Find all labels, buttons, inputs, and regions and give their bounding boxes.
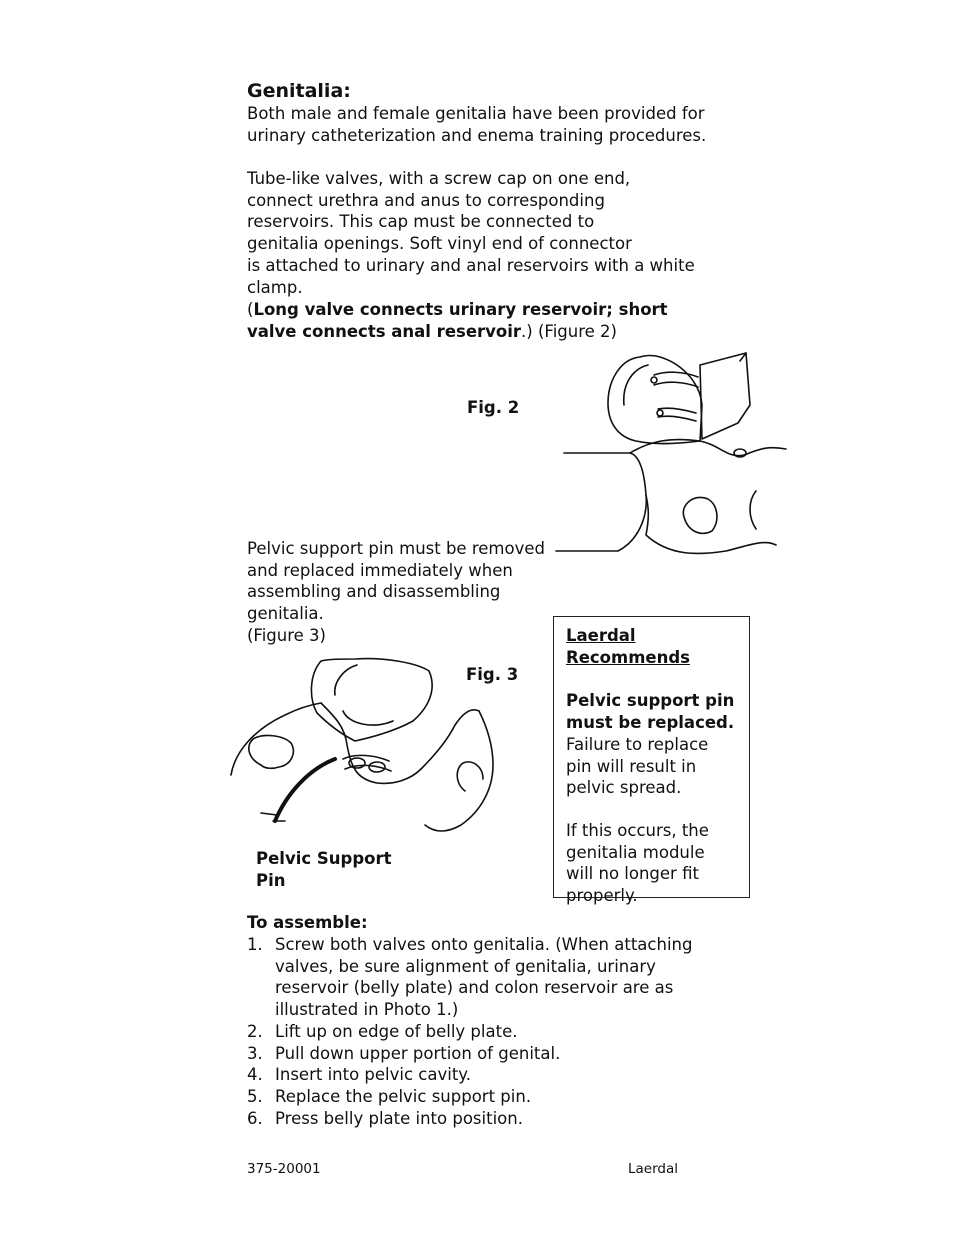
assemble-step (247, 934, 697, 1021)
assemble-steps (247, 934, 697, 1129)
figure-3-illustration (225, 655, 510, 835)
step-number: 2. (247, 1021, 263, 1041)
step-text: Press belly plate into position. (275, 1108, 523, 1128)
assemble-step (247, 1064, 697, 1086)
footer-brand: Laerdal (628, 1161, 679, 1177)
section-heading: Genitalia: (247, 80, 351, 102)
assemble-heading: To assemble: (247, 913, 368, 932)
footer-doc-number: 375-20001 (247, 1161, 321, 1177)
laerdal-recommends-box (553, 616, 750, 906)
step-text: Screw both valves onto genitalia. (When attaching valves, be sure alignment of genitalia, urinary reservoir (belly plate) and colon reservoir are as illustrated in Photo 1.) (275, 935, 693, 1020)
step-text: Pull down upper portion of genital. (275, 1043, 561, 1063)
assemble-step (247, 1043, 697, 1065)
step-text: Lift up on edge of belly plate. (275, 1021, 518, 1041)
step-number: 3. (247, 1043, 263, 1063)
valve-note-close: .) (Figure 2) (521, 321, 617, 341)
figure-2-illustration (550, 345, 795, 565)
intro-paragraph: Both male and female genitalia have been provided for urinary catheterization and enema training procedures. (247, 104, 707, 145)
callout-fit-text: If this occurs, the genitalia module will no longer fit properly. (566, 820, 709, 906)
step-text: Replace the pelvic support pin. (275, 1086, 532, 1106)
valve-note (247, 299, 697, 342)
figure-2-label: Fig. 2 (467, 398, 520, 417)
valve-note-open: ( (247, 300, 254, 319)
valve-note-bold: Long valve connects urinary reservoir; short valve connects anal reservoir (247, 300, 668, 341)
assemble-step (247, 1108, 697, 1130)
pelvic-pin-paragraph: Pelvic support pin must be removed and replaced immediately when assembling and disassembling genitalia. (Figure 3) (247, 539, 545, 645)
callout-heading: Laerdal Recommends (566, 626, 690, 667)
valves-paragraph: Tube-like valves, with a screw cap on one end, connect urethra and anus to corresponding reservoirs. This cap must be connected to genitalia openings. Soft vinyl end of connector is attached to urinary and anal reservoirs with a white clamp. (247, 169, 695, 297)
callout-bold-text: Pelvic support pin must be replaced. (566, 691, 735, 733)
assemble-step (247, 1021, 697, 1043)
assemble-step (247, 1086, 697, 1108)
step-number: 5. (247, 1086, 263, 1106)
pelvic-pin-label: Pelvic Support Pin (256, 849, 392, 890)
step-number: 4. (247, 1065, 263, 1085)
callout-warning-text: Failure to replace pin will result in pelvic spread. (566, 734, 709, 798)
step-number: 1. (247, 935, 263, 954)
figure-3-label: Fig. 3 (466, 665, 519, 684)
step-number: 6. (247, 1108, 263, 1128)
step-text: Insert into pelvic cavity. (275, 1065, 471, 1085)
